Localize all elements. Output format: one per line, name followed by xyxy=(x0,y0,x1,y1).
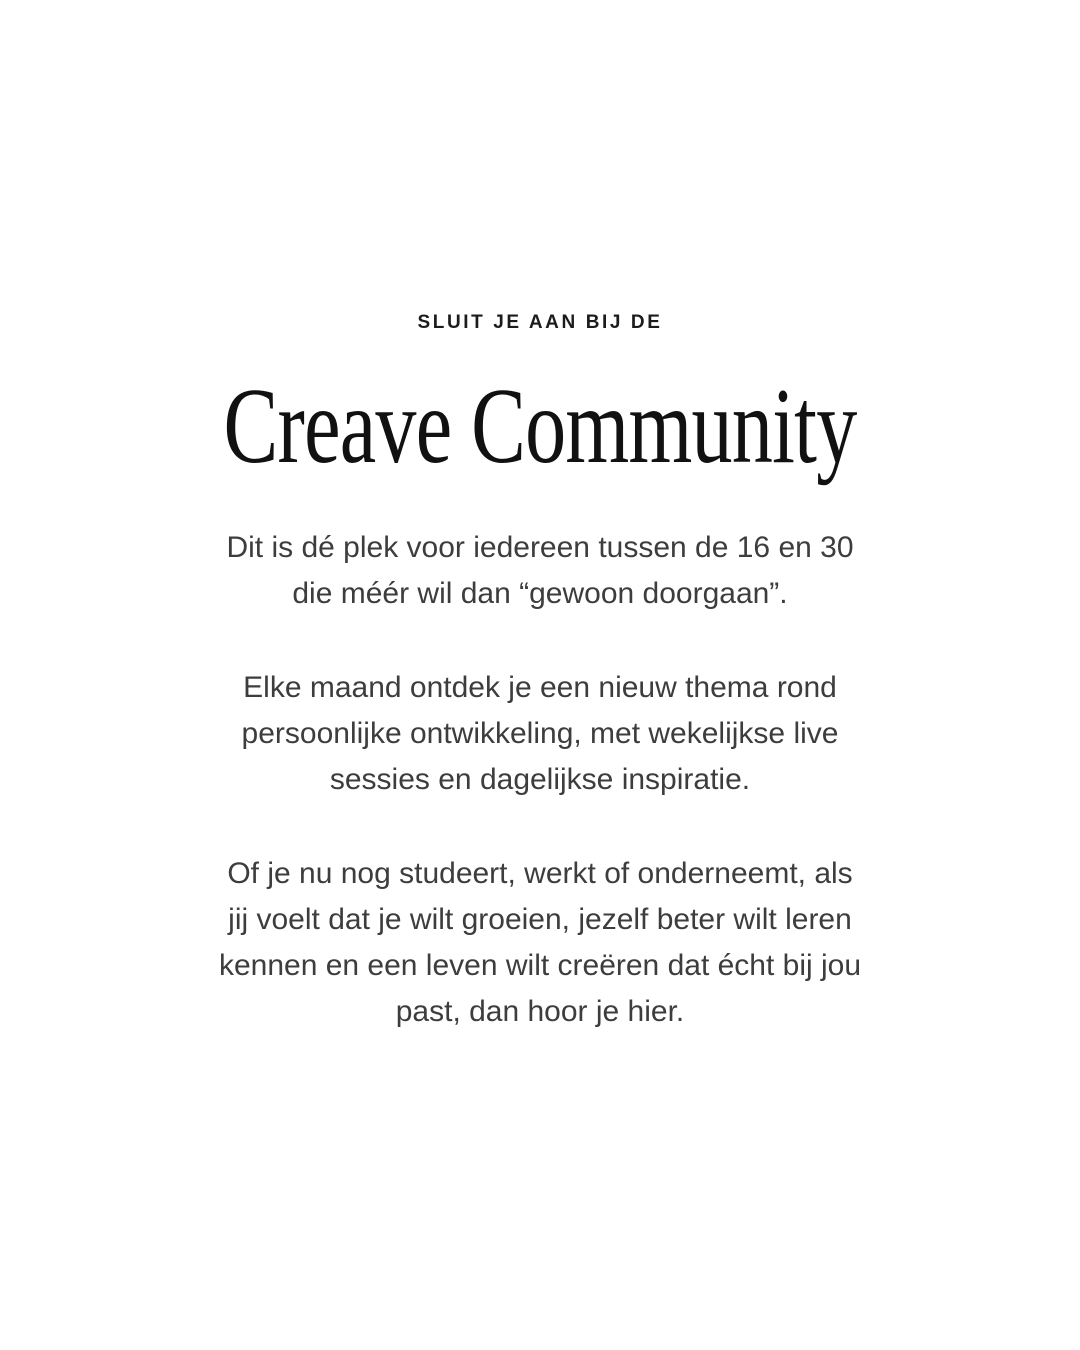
paragraph-line: die méér wil dan “gewoon doorgaan”. xyxy=(292,576,788,610)
audience-paragraph xyxy=(0,851,1080,1035)
paragraph-line: Of je nu nog studeert, werkt of onderneemt, als xyxy=(227,856,853,890)
page-title: Creave Community xyxy=(223,367,857,486)
paragraph-line: persoonlijke ontwikkeling, met wekelijkse live xyxy=(241,716,839,750)
intro-paragraph xyxy=(0,525,1080,617)
eyebrow-text: SLUIT JE AAN BIJ DE xyxy=(417,312,663,333)
paragraph-line: kennen en een leven wilt creëren dat écht bij jou xyxy=(218,948,862,982)
paragraph-line: Dit is dé plek voor iedereen tussen de 16 en 30 xyxy=(226,530,854,564)
body-copy xyxy=(0,525,1080,1035)
paragraph-line: Elke maand ontdek je een nieuw thema rond xyxy=(243,670,837,704)
paragraph-line: sessies en dagelijkse inspiratie. xyxy=(329,762,751,796)
paragraph-line: jij voelt dat je wilt groeien, jezelf beter wilt leren xyxy=(228,902,852,936)
paragraph-line: past, dan hoor je hier. xyxy=(395,994,685,1028)
theme-paragraph xyxy=(0,665,1080,803)
